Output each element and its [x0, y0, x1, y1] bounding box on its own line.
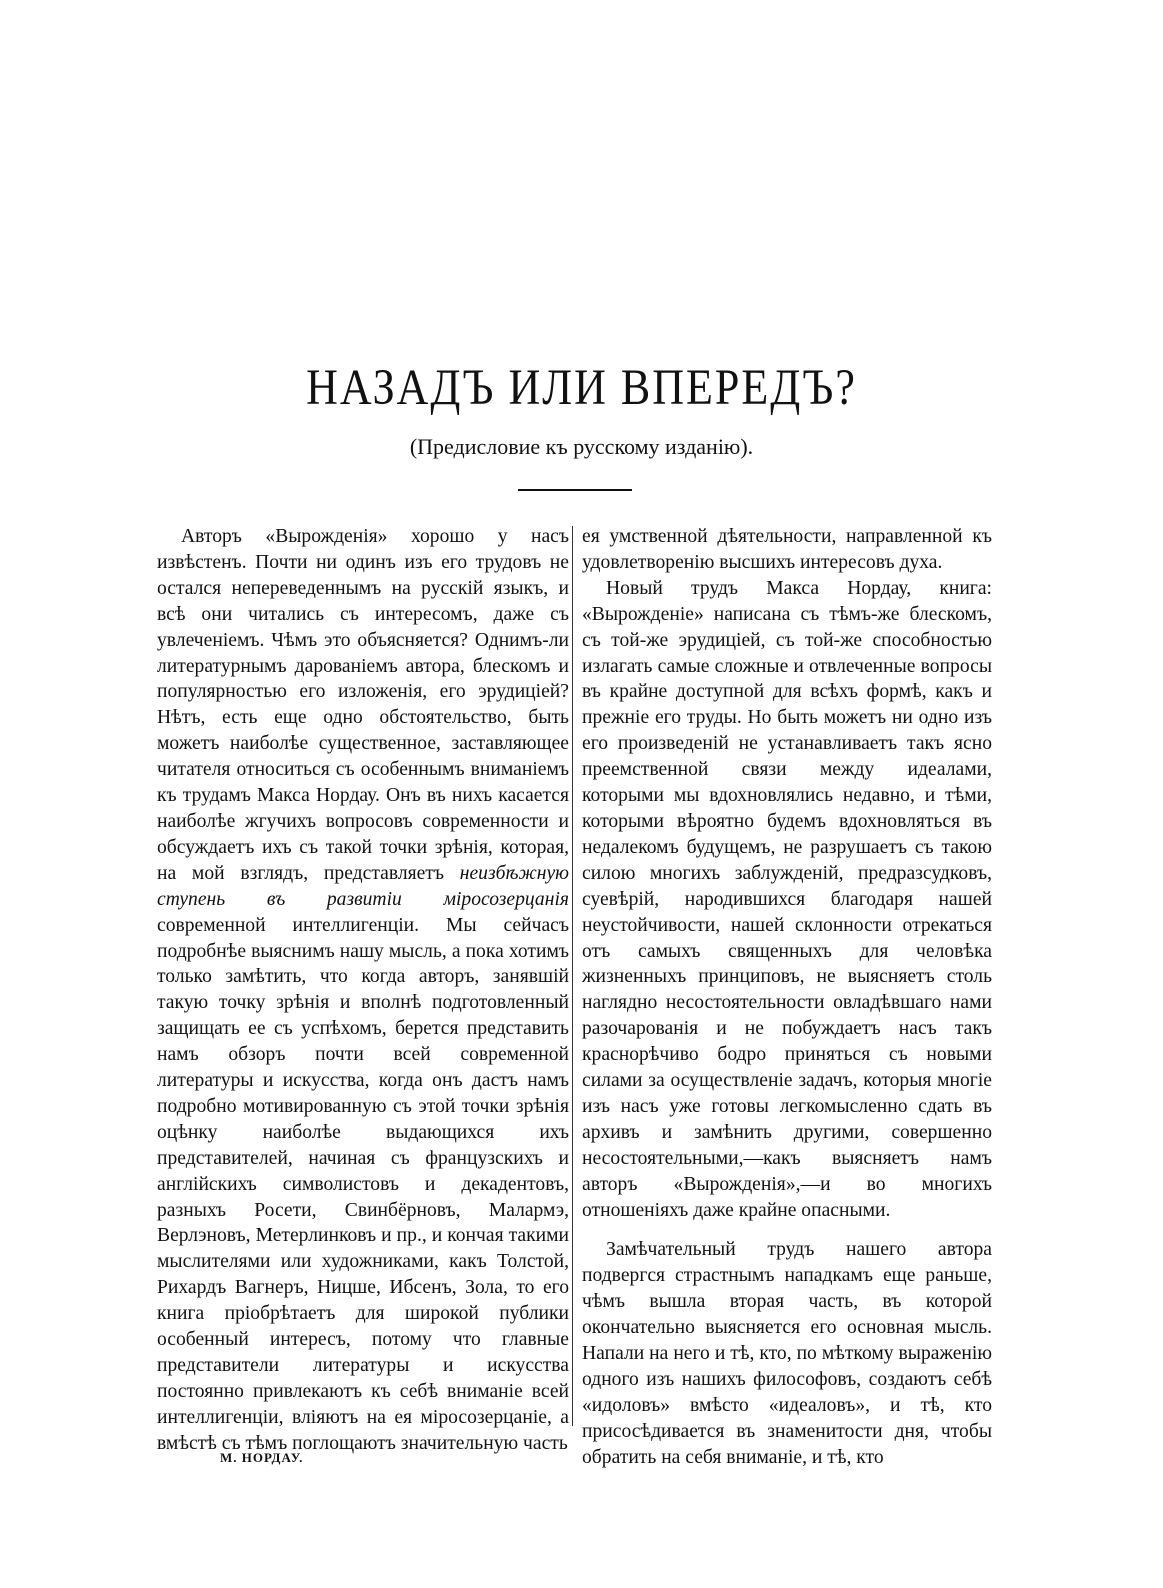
author-signature: М. НОРДАУ.: [220, 1450, 304, 1465]
page-title: НАЗАДЪ ИЛИ ВПЕРЕДЪ?: [306, 359, 857, 416]
column-divider: [572, 526, 573, 1426]
right-paragraph-continuation: ея умственной дѣятельности, направленной къ удовлетворенію высшихъ интересовъ духа.: [582, 526, 992, 573]
italic-phrase: неизбѣжную ступень въ развитіи міросозерцанія: [157, 862, 569, 910]
left-paragraph-1: [157, 524, 569, 1457]
right-column: [582, 524, 992, 1471]
title-separator-rule: [518, 489, 632, 491]
left-column: [157, 524, 569, 1457]
page-subtitle: (Предисловие къ русскому изданію).: [409, 434, 754, 459]
right-paragraph-2: Новый трудъ Макса Нордау, книга: «Вырожденіе» написана съ тѣмъ-же блескомъ, съ той-же эрудиціей, съ той-же способностью излагать самые сложные и отвлеченные вопросы въ крайне доступной для всѣхъ формѣ, какъ и прежніе его труды. Но быть можетъ ни одно изъ его произведеній не устанавливаетъ такъ ясно преемственной связи между идеалами, которыми мы вдохновлялись недавно, и тѣми, которыми вѣроятно будемъ вдохновляться въ недалекомъ будущемъ, не разрушаетъ съ такою силою многихъ заблужденій, предразсудковъ, суевѣрій, народившихся благодаря нашей неустойчивости, нашей склонности отрекаться отъ самыхъ священныхъ для человѣка жизненныхъ принциповъ, не выясняетъ столь наглядно несостоятельности овладѣвшаго нами разочарованія и не побуждаетъ насъ такъ краснорѣчиво бодро приняться съ новыми силами за осуществленіе задачъ, которыя многіе изъ насъ уже готовы легкомысленно сдать въ архивъ и замѣнить другими, совершенно несостоятельными,—какъ выясняетъ намъ авторъ «Вырожденія»,—и во многихъ отношеніяхъ даже крайне опасными.: [582, 577, 992, 1221]
left-paragraph-1-text: Авторъ «Вырожденія» хорошо у насъ извѣстенъ. Почти ни одинъ изъ его трудовъ не остался непереведеннымъ на русскій языкъ, и всѣ они читались съ интересомъ, даже съ увлеченіемъ. Чѣмъ это объясняется? Однимъ-ли литературнымъ дарованіемъ автора, блескомъ и популярностью его изложенія, его эрудиціей? Нѣтъ, есть еще одно обстоятельство, быть можетъ наиболѣе существенное, заставляющее читателя относиться съ особеннымъ вниманіемъ къ трудамъ Макса Нордау. Онъ въ нихъ касается наиболѣе жгучихъ вопросовъ современности и обсуждаетъ ихъ съ такой точки зрѣнія, которая, на мой взглядъ, представляетъ: [157, 526, 569, 884]
right-paragraph-3: Замѣчательный трудъ нашего автора подвергся страстнымъ нападкамъ еще раньше, чѣмъ вышла вторая часть, въ которой окончательно выясняется его основная мысль. Напали на него и тѣ, кто, по мѣткому выраженію одного изъ нашихъ философовъ, создаютъ себѣ «идоловъ» вмѣсто «идеаловъ», и тѣ, кто присосѣдивается въ знаменитости дня, чтобы обратить на себя вниманіе, и тѣ, кто: [582, 1239, 992, 1468]
left-paragraph-1-end: современной интеллигенціи. Мы сейчасъ подробнѣе выяснимъ нашу мысль, а пока хотимъ только замѣтить, что когда авторъ, занявшій такую точку зрѣнія и вполнѣ подготовленный защищать ее съ успѣхомъ, берется представить намъ обзоръ почти всей современной литературы и искусства, когда онъ дастъ намъ подробно мотивированную съ этой точки зрѣнія оцѣнку наиболѣе выдающихся ихъ представителей, начиная съ французскихъ и англійскихъ символистовъ и декадентовъ, разныхъ Росети, Свинбёрновъ, Малармэ, Верлэновъ, Метерлинковъ и пр., и кончая такими мыслителями или художниками, какъ Толстой, Рихардъ Вагнеръ, Ницше, Ибсенъ, Зола, то его книга пріобрѣтаетъ для широкой публики особенный интересъ, потому что главные представители литературы и искусства постоянно привлекаютъ къ себѣ вниманіе всей интеллигенціи, вліяютъ на ея міросозерцаніе, а вмѣстѣ съ тѣмъ поглощаютъ значительную часть: [157, 914, 569, 1454]
